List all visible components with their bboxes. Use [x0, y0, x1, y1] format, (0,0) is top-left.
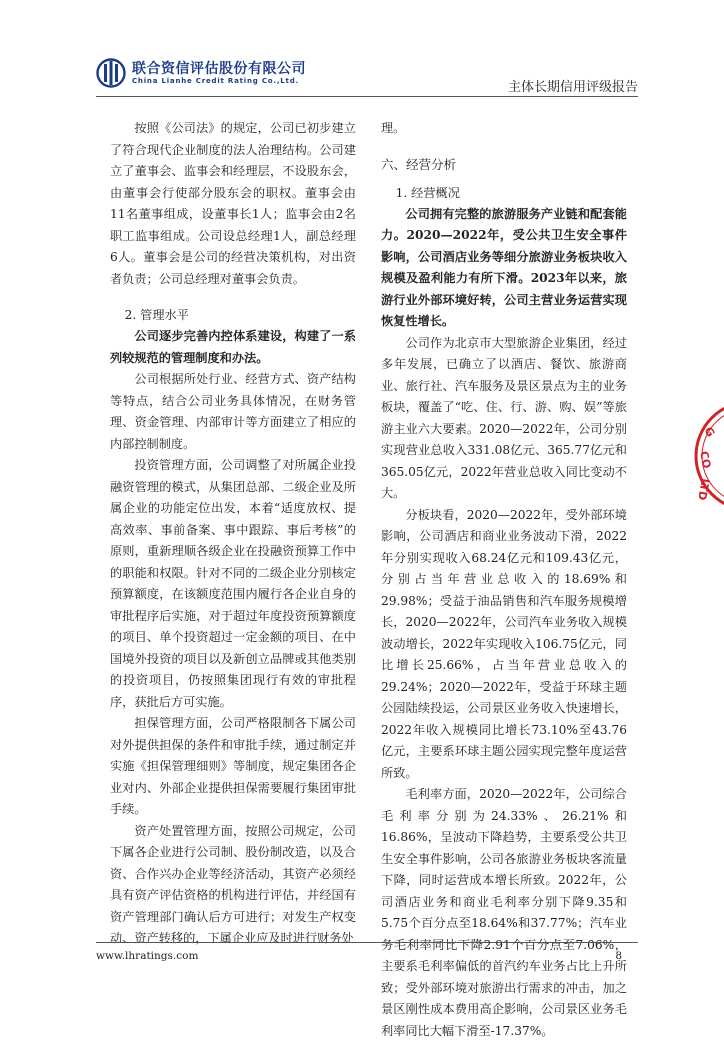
page-number: 8	[615, 950, 622, 962]
investment-management-paragraph: 投资管理方面，公司调整了对所属企业投融资管理的模式，从集团总部、二级企业及所属企业的功能定位出发，本着“适度放权、提高效率、事前备案、事中跟踪、事后考核”的原则，重新理顺各级企业在投融资预算工作中的职能和权限。针对不同的二级企业分别核定预算额度，在该额度范围内履行各企业自身的审批程序后实施，对于超过年度投资预算额度的项目、单个投资超过一定金额的项目、在中国境外投资的项目以及新创立品牌或其他类别的投资项目，仍按照集团现行有效的审批程序，获批后方可实施。	[110, 458, 356, 709]
gross-margin-paragraph: 毛利率方面，2020—2022年，公司综合毛利率分别为24.33%、26.21%和16.86%，呈波动下降趋势，主要系受公共卫生安全事件影响，公司各旅游业务板块客流量下降，同时运营成本增长所致。2022年，公司酒店业务和商业毛利率分别下降9.35和5.75个百分点至18.64%和37.77%；汽车业务毛利率同比下降2.91个百分点至7.06%，主要系毛利率偏低的首汽约车业务占比上升所致；受外部环境对旅游出行需求的冲击，加之景区刚性成本费用高企影响，公司景区业务毛利率同比大幅下滑至-17.37%。	[381, 787, 627, 1038]
guarantee-management-paragraph: 担保管理方面，公司严格限制各下属公司对外提供担保的条件和审批手续，通过制定并实施《担保管理细则》等制度，规定集团各企业对内、外部企业提供担保需要履行集团审批手续。	[110, 716, 356, 816]
footer-website[interactable]: www.lhratings.com	[96, 950, 199, 962]
page-header	[96, 54, 638, 100]
asset-disposal-paragraph: 资产处置管理方面，按照公司规定，公司下属各企业进行公司制、股份制改造，以及合资、合作兴办企业等经济活动，其资产必须经具有资产评估资格的机构进行评估，并经国有资产管理部门确认后方可进行；对发生产权变动、资产转移的，下属企业应及时进行财务处	[110, 823, 356, 945]
svg-text:LTD: LTD	[695, 477, 712, 502]
report-title: 主体长期信用评级报告	[507, 80, 638, 95]
left-column	[110, 118, 356, 950]
footer-divider	[96, 942, 638, 943]
header-divider	[96, 96, 638, 97]
lianhe-logo-icon	[96, 56, 126, 90]
continuation-text: 理。	[381, 121, 406, 135]
company-name-en: China Lianhe Credit Rating Co.,Ltd.	[132, 77, 299, 85]
governance-paragraph: 按照《公司法》的规定，公司已初步建立了符合现代企业制度的法人治理结构。公司建立了董事会、监事会和经理层，不设股东会，由董事会行使部分股东会的职权。董事会由11名董事组成，设董事长1人；监事会由2名职工监事组成。公司设总经理1人，副总经理6人。董事会是公司的经营决策机构，对出资者负责；公司总经理对董事会负责。	[110, 121, 356, 286]
management-heading: 2. 管理水平	[124, 308, 189, 322]
company-overview-paragraph: 公司作为北京市大型旅游企业集团，经过多年发展，已确立了以酒店、餐饮、旅游商业、旅行社、汽车服务及景区景点为主的业务板块，覆盖了“吃、住、行、游、购、娱”等旅游主业六大要素。2020—2022年，公司分别实现营业总收入331.08亿元、365.77亿元和365.05亿元，2022年营业总收入同比变动不大。	[381, 335, 627, 500]
svg-text:CO: CO	[697, 449, 714, 470]
section-heading-operations: 六、经营分析	[381, 156, 457, 172]
company-name-cn: 联合资信评估股份有限公司	[132, 61, 306, 77]
segment-revenue-paragraph: 分板块看，2020—2022年，受外部环境影响，公司酒店和商业业务波动下滑，2022年分别实现收入68.24亿元和109.43亿元，分别占当年营业总收入的18.69%和29.98%；受益于油品销售和汽车服务规模增长，2020—2022年，公司汽车业务收入规模波动增长，2022年实现收入106.75亿元，同比增长25.66%，占当年营业总收入的29.24%；2020—2022年，受益于环球主题公园陆续投运，公司景区业务收入快速增长，2022年收入规模同比增长73.10%至43.76亿元，主要系环球主题公园实现完整年度运营所致。	[381, 507, 627, 780]
svg-text:G: G	[701, 424, 718, 440]
subsection-heading-overview: 1. 经营概况	[395, 185, 460, 200]
company-seal-stamp	[690, 396, 724, 516]
operations-lead: 公司拥有完整的旅游服务产业链和配套能力。2020—2022年，受公共卫生安全事件影响，公司酒店业务等细分旅游业务板块收入规模及盈利能力有所下滑。2023年以来，旅游行业外部环境好转，公司主营业务运营实现恢复性增长。	[381, 206, 627, 328]
right-column	[381, 118, 627, 1042]
management-lead: 公司逐步完善内控体系建设，构建了一系列较规范的管理制度和办法。	[110, 329, 356, 365]
internal-control-paragraph: 公司根据所处行业、经营方式、资产结构等特点，结合公司业务具体情况，在财务管理、资金管理、内部审计等方面建立了相应的内部控制制度。	[110, 372, 356, 451]
